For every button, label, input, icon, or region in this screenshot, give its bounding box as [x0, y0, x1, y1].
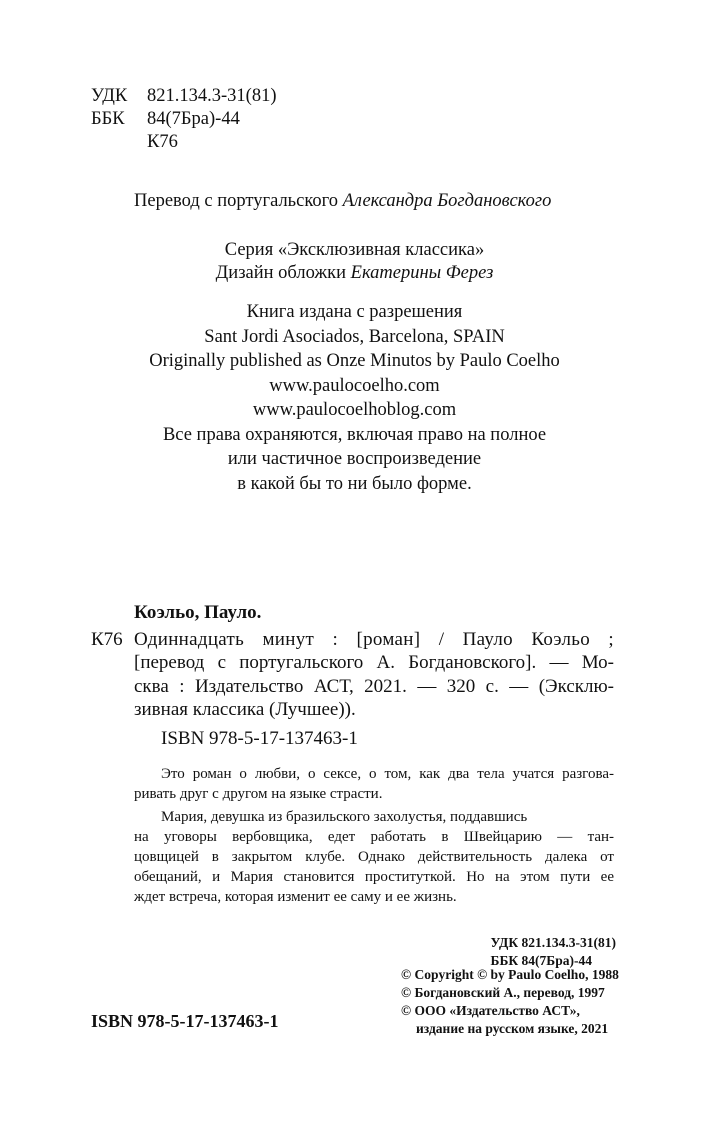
rights-line: Книга издана с разрешения	[246, 302, 463, 322]
copyright-line-3: © ООО «Издательство АСТ»,	[401, 1003, 580, 1018]
rights-block	[0, 300, 709, 496]
cover-credit	[0, 262, 709, 285]
annotation-paragraph	[161, 807, 614, 827]
bib-mark: К76	[91, 629, 123, 650]
bib-line: сква : Издательство АСТ, 2021. — 320 с. — (Эксклю-	[134, 675, 614, 697]
annotation-line	[161, 764, 614, 784]
author-mark: К76	[147, 132, 178, 152]
bib-last-line: зивная классика (Лучшее)).	[134, 699, 356, 720]
cover-prefix: Дизайн обложки	[215, 263, 351, 283]
series-title: Серия «Эксклюзивная классика»	[224, 240, 485, 260]
annotation-line: обещаний, и Мария становится проституткой. Но на этом пути ее	[134, 869, 614, 885]
bib-line: Одиннадцать минут : [роман] / Пауло Коэльо ;	[134, 629, 614, 650]
udk-label: УДК	[91, 86, 128, 106]
udk-value: 821.134.3-31(81)	[147, 86, 277, 106]
footer-bbk: ББК 84(7Бра)-44	[490, 953, 592, 968]
rights-line: www.paulocoelhoblog.com	[252, 400, 457, 420]
annotation-line: Мария, девушка из бразильского захолустья, поддавшись	[161, 809, 528, 825]
annotation-line: ривать друг с другом на языке страсти.	[134, 786, 383, 802]
copyright-line-1: © Copyright © by Paulo Coelho, 1988	[401, 967, 619, 982]
rights-line: или частичное воспроизведение	[227, 449, 482, 469]
bib-description-cont	[134, 651, 614, 722]
annotation-line: на уговоры вербовщика, едет работать в Швейцарию — тан-	[134, 829, 614, 845]
rights-line: Все права охраняются, включая право на полное	[162, 424, 547, 445]
bbk-value: 84(7Бра)-44	[147, 109, 240, 129]
copyright-line-4: издание на русском языке, 2021	[416, 1021, 609, 1036]
rights-line: Sant Jordi Asociados, Barcelona, SPAIN	[204, 326, 505, 347]
footer-isbn: ISBN 978-5-17-137463-1	[91, 1011, 279, 1031]
translation-credit	[134, 190, 551, 213]
bib-line: [перевод с португальского А. Богдановского]. — Мо-	[134, 652, 614, 673]
annotation-line: цовщицей в закрытом клубе. Однако действительность далека от	[134, 849, 614, 865]
footer-codes	[491, 934, 616, 970]
bbk-label: ББК	[91, 109, 125, 129]
annotation-line: Это роман о любви, о сексе, о том, как два тела учатся разгова-	[161, 766, 614, 782]
rights-line: www.paulocoelho.com	[269, 375, 440, 396]
cover-designer: Екатерины Ферез	[350, 263, 494, 283]
annotation-last-line: ждет встреча, которая изменит ее саму и ее жизнь.	[134, 889, 457, 905]
translation-prefix: Перевод с португальского	[134, 191, 343, 211]
bib-heading: Коэльо, Пауло.	[134, 602, 262, 623]
footer-udk: УДК 821.134.3-31(81)	[490, 935, 616, 950]
bib-description	[134, 628, 614, 652]
rights-line: Originally published as Onze Minutos by Paulo Coelho	[149, 351, 560, 371]
copyright-line-2: © Богдановский А., перевод, 1997	[401, 985, 605, 1000]
translator-name: Александра Богдановского	[342, 191, 552, 211]
rights-line: в какой бы то ни было форме.	[237, 473, 472, 494]
annotation-paragraph-cont	[134, 827, 614, 907]
bib-isbn: ISBN 978-5-17-137463-1	[161, 728, 358, 749]
